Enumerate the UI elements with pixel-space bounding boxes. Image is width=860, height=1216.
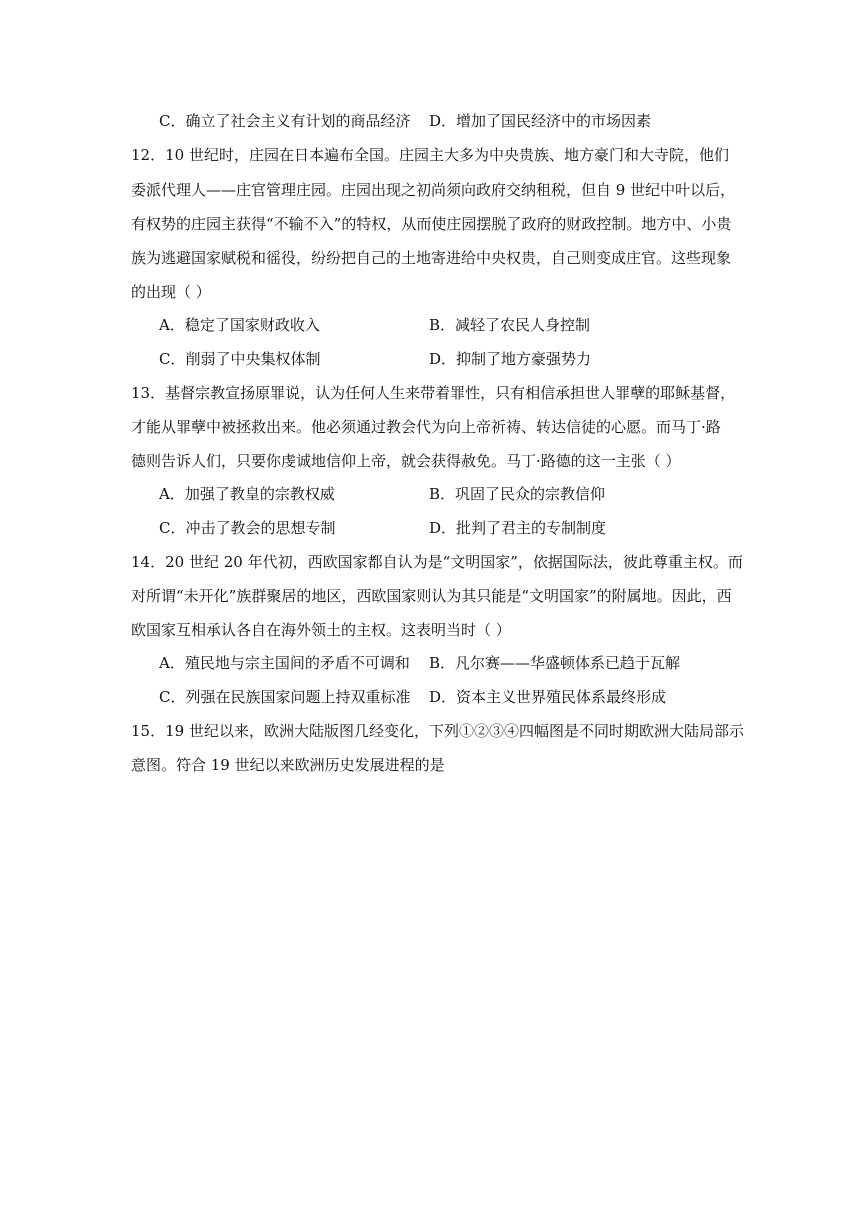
q14-option-d: D．资本主义世界殖民体系最终形成 <box>429 688 667 706</box>
q13-stem-line-2: 才能从罪孽中被拯救出来。他必须通过教会代为向上帝祈祷、转达信徒的心愿。而马丁·路 <box>131 418 721 436</box>
q13-option-b: B．巩固了民众的宗教信仰 <box>429 485 606 503</box>
q13-option-a: A．加强了教皇的宗教权威 <box>159 485 335 503</box>
q12-option-b: B．减轻了农民人身控制 <box>429 316 591 334</box>
q13-option-d: D．批判了君主的专制制度 <box>429 519 607 537</box>
q12-stem-line-3: 有权势的庄园主获得“不输不入”的特权，从而使庄园摆脱了政府的财政控制。地方中、小贵 <box>131 215 732 233</box>
q12-stem-line-2: 委派代理人——庄官管理庄园。庄园出现之初尚须向政府交纳租税，但自 9 世纪中叶以后， <box>131 181 736 199</box>
q14-stem-line-2: 对所谓“未开化”族群聚居的地区，西欧国家则认为其只能是“文明国家”的附属地。因此，西 <box>131 587 732 605</box>
q14-option-c: C．列强在民族国家问题上持双重标准 <box>159 688 411 706</box>
q15-stem-line-2: 意图。符合 19 世纪以来欧洲历史发展进程的是 <box>131 756 445 774</box>
q14-stem-line-3: 欧国家互相承认各自在海外领土的主权。这表明当时（ ） <box>131 621 511 639</box>
q11-option-c: C．确立了社会主义有计划的商品经济 <box>159 112 411 130</box>
q12-option-a: A．稳定了国家财政收入 <box>159 316 320 334</box>
q14-option-a: A．殖民地与宗主国间的矛盾不可调和 <box>159 654 410 672</box>
q14-stem-line-1: 14．20 世纪 20 年代初，西欧国家都自认为是“文明国家”，依据国际法，彼此尊重主权。而 <box>131 553 743 571</box>
q12-option-d: D．抑制了地方豪强势力 <box>429 350 592 368</box>
q12-stem-line-1: 12．10 世纪时，庄园在日本遍布全国。庄园主大多为中央贵族、地方豪门和大寺院，他们 <box>131 146 729 164</box>
q13-stem-line-1: 13．基督宗教宣扬原罪说，认为任何人生来带着罪性，只有相信承担世人罪孽的耶稣基督， <box>131 384 736 402</box>
q12-stem-line-5: 的出现（ ） <box>131 283 211 301</box>
q15-stem-line-1: 15．19 世纪以来，欧洲大陆版图几经变化，下列①②③④四幅图是不同时期欧洲大陆局部示 <box>131 722 744 740</box>
q13-option-c: C．冲击了教会的思想专制 <box>159 519 336 537</box>
q14-option-b: B．凡尔赛——华盛顿体系已趋于瓦解 <box>429 654 681 672</box>
q13-stem-line-3: 德则告诉人们，只要你虔诚地信仰上帝，就会获得赦免。马丁·路德的这一主张（ ） <box>131 452 681 470</box>
q12-option-c: C．削弱了中央集权体制 <box>159 350 321 368</box>
q12-stem-line-4: 族为逃避国家赋税和徭役，纷纷把自己的土地寄进给中央权贵，自己则变成庄官。这些现象 <box>131 249 732 267</box>
q11-option-d: D．增加了国民经济中的市场因素 <box>429 112 652 130</box>
